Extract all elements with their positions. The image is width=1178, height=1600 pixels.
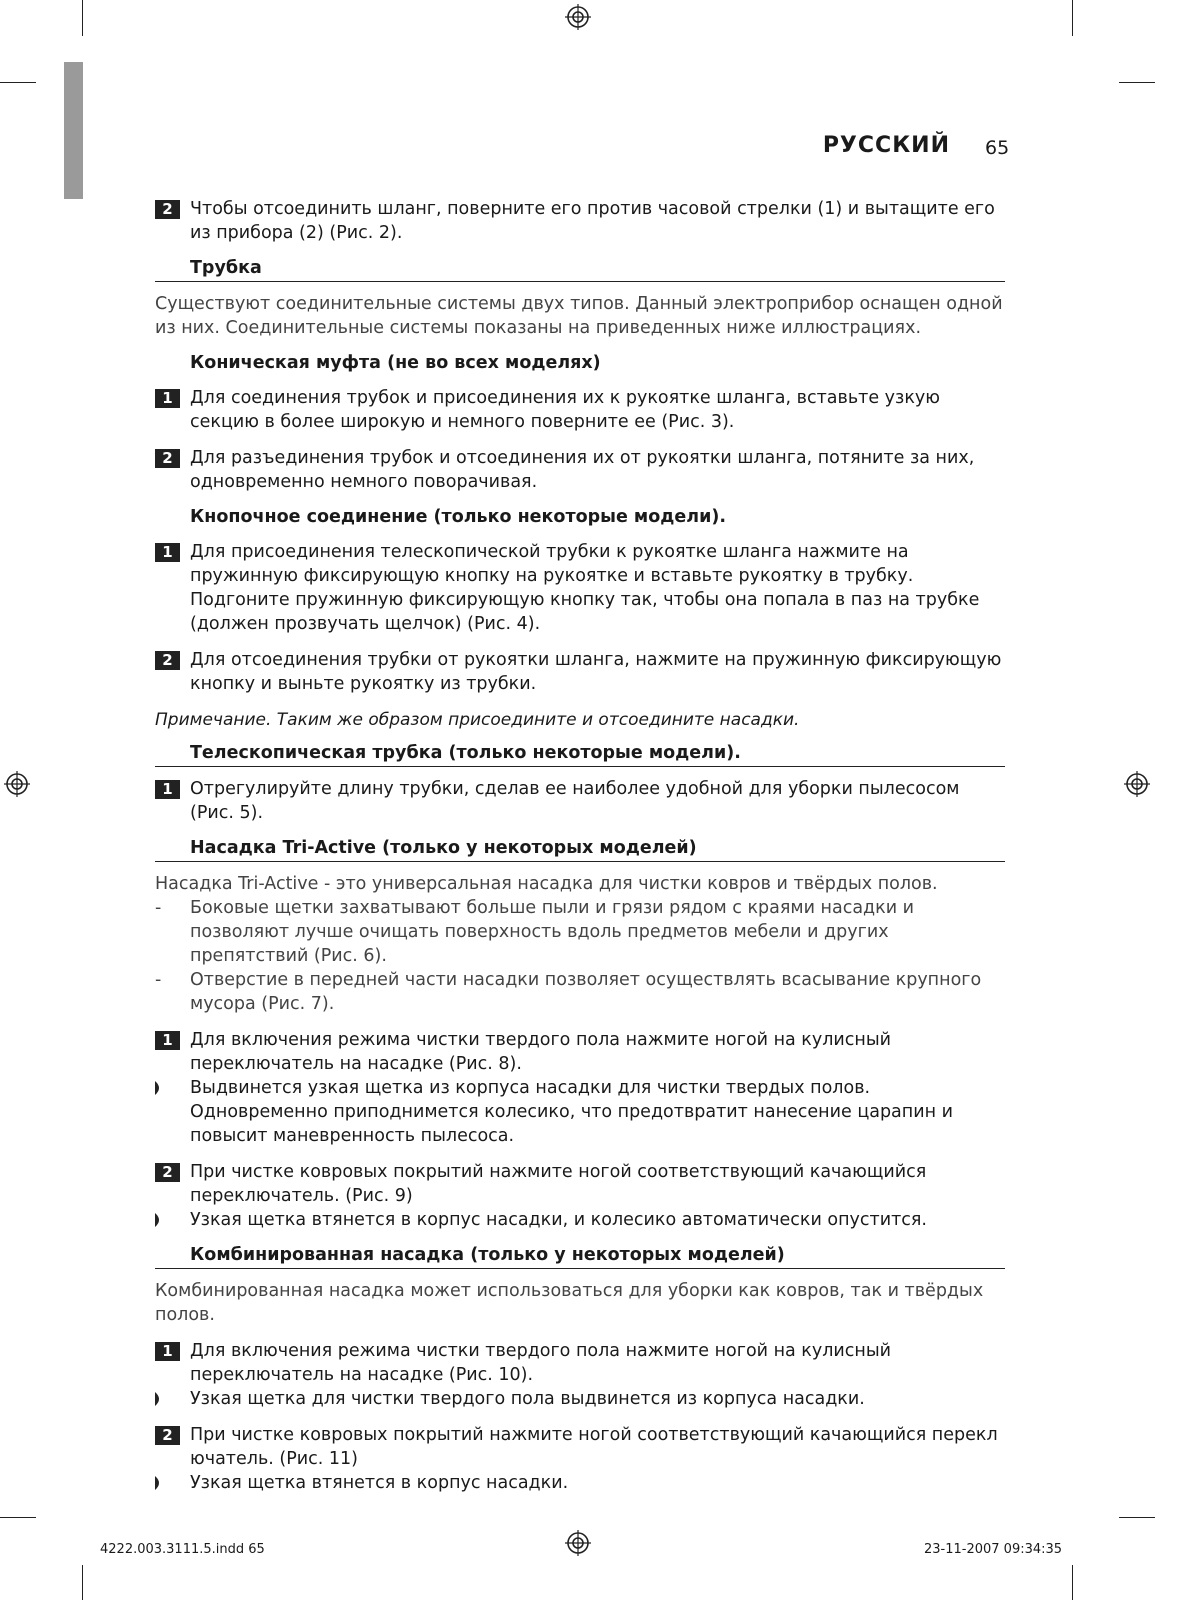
step-number-badge: 2 <box>155 1163 180 1182</box>
dash-item-text: Боковые щетки захватывают больше пыли и грязи рядом с краями насадки и позволяют лучше очищать поверхность вдоль предметов мебели и других препятствий (Рис. 6). <box>190 898 915 966</box>
section-tab-marker <box>64 62 83 199</box>
section-heading-telescopic: Телескопическая трубка (только некоторые модели). <box>155 742 1005 767</box>
instruction-step <box>155 540 1005 636</box>
result-arrow-icon <box>155 1081 163 1095</box>
result-text: Выдвинется узкая щетка из корпуса насадки для чистки твердых полов. Одновременно приподнимется колесико, что предотвратит нанесение царапин и повысит маневренность пылесоса. <box>190 1078 953 1146</box>
step-text: Чтобы отсоединить шланг, поверните его против часовой стрелки (1) и вытащите его из прибора (2) (Рис. 2). <box>190 199 995 243</box>
result-arrow-icon <box>155 1213 163 1227</box>
page-language-header: РУССКИЙ <box>822 133 950 158</box>
crop-mark <box>1119 82 1155 83</box>
instruction-step <box>155 197 1005 245</box>
instruction-step <box>155 1339 1005 1387</box>
crop-mark <box>82 1565 83 1600</box>
result-item <box>155 1471 1005 1495</box>
result-text: Узкая щетка втянется в корпус насадки. <box>190 1473 569 1493</box>
section-heading-triactive: Насадка Tri-Active (только у некоторых моделей) <box>155 837 1005 862</box>
registration-mark-icon <box>4 771 30 797</box>
result-arrow-icon <box>155 1476 163 1490</box>
step-number-badge: 1 <box>155 780 180 799</box>
step-text: При чистке ковровых покрытий нажмите ногой соответствующий качающийся перекл ючатель. (Рис. 11) <box>190 1425 998 1469</box>
print-slug-filename: 4222.003.3111.5.indd 65 <box>100 1542 265 1557</box>
step-number-badge: 2 <box>155 449 180 468</box>
dash-list-item: - Боковые щетки захватывают больше пыли и грязи рядом с краями насадки и позволяют лучше очищать поверхность вдоль предметов мебели и других препятствий (Рис. 6). <box>155 898 915 966</box>
step-number-badge: 1 <box>155 389 180 408</box>
page-number: 65 <box>985 137 1010 159</box>
step-text: Для соединения трубок и присоединения их к рукоятке шланга, вставьте узкую секцию в более широкую и немного поверните ее (Рис. 3). <box>190 388 940 432</box>
section-intro: Комбинированная насадка может использоваться для уборки как ковров, так и твёрдых полов. <box>155 1281 984 1325</box>
step-text: Для включения режима чистки твердого пола нажмите ногой на кулисный переключатель на насадке (Рис. 8). <box>190 1030 892 1074</box>
step-number-badge: 1 <box>155 1031 180 1050</box>
step-number-badge: 2 <box>155 1426 180 1445</box>
step-text: Для включения режима чистки твердого пола нажмите ногой на кулисный переключатель на насадке (Рис. 10). <box>190 1341 892 1385</box>
step-text: Для разъединения трубок и отсоединения их от рукоятки шланга, потяните за них, одновременно немного поворачивая. <box>190 448 975 492</box>
section-intro: Насадка Tri-Active - это универсальная насадка для чистки ковров и твёрдых полов. <box>155 874 938 894</box>
step-number-badge: 2 <box>155 200 180 219</box>
step-number-badge: 1 <box>155 543 180 562</box>
instruction-step <box>155 1160 1005 1208</box>
section-intro: Существуют соединительные системы двух типов. Данный электроприбор оснащен одной из них. Соединительные системы показаны на приведенных ниже иллюстрациях. <box>155 294 1003 338</box>
step-text: Для отсоединения трубки от рукоятки шланга, нажмите на пружинную фиксирующую кнопку и выньте рукоятку из трубки. <box>190 650 1002 694</box>
page-content <box>155 197 1005 1507</box>
instruction-step <box>155 648 1005 696</box>
instruction-step <box>155 1423 1005 1471</box>
result-arrow-icon <box>155 1392 163 1406</box>
registration-mark-icon <box>565 1530 591 1556</box>
result-item <box>155 1387 1005 1411</box>
note-text: Примечание. Таким же образом присоедините и отсоедините насадки. <box>155 710 800 730</box>
result-text: Узкая щетка для чистки твердого пола выдвинется из корпуса насадки. <box>190 1389 865 1409</box>
dash-list-item: - Отверстие в передней части насадки позволяет осуществлять всасывание крупного мусора (Рис. 7). <box>155 970 982 1014</box>
step-text: Для присоединения телескопической трубки к рукоятке шланга нажмите на пружинную фиксирующую кнопку на рукоятке и вставьте рукоятку в трубку. Подгоните пружинную фиксирующую кнопку так, чтобы она попала в паз на трубке (должен прозвучать щелчок) (Рис. 4). <box>190 542 980 634</box>
section-heading-tube: Трубка <box>155 257 1005 282</box>
instruction-step <box>155 446 1005 494</box>
step-text: Отрегулируйте длину трубки, сделав ее наиболее удобной для уборки пылесосом (Рис. 5). <box>190 779 960 823</box>
subsection-heading-button: Кнопочное соединение (только некоторые модели). <box>190 507 726 527</box>
step-text: При чистке ковровых покрытий нажмите ногой соответствующий качающийся переключатель. (Рис. 9) <box>190 1162 927 1206</box>
crop-mark <box>0 1517 36 1518</box>
crop-mark <box>0 82 36 83</box>
subsection-heading-conical: Коническая муфта (не во всех моделях) <box>190 353 601 373</box>
section-heading-combi: Комбинированная насадка (только у некоторых моделей) <box>155 1244 1005 1269</box>
instruction-step <box>155 386 1005 434</box>
crop-mark <box>1119 1517 1155 1518</box>
crop-mark <box>1072 1565 1073 1600</box>
instruction-step <box>155 1028 1005 1076</box>
registration-mark-icon <box>565 4 591 30</box>
step-number-badge: 1 <box>155 1342 180 1361</box>
crop-mark <box>82 0 83 36</box>
instruction-step <box>155 777 1005 825</box>
print-slug-timestamp: 23-11-2007 09:34:35 <box>924 1542 1063 1557</box>
result-text: Узкая щетка втянется в корпус насадки, и колесико автоматически опустится. <box>190 1210 927 1230</box>
step-number-badge: 2 <box>155 651 180 670</box>
result-item <box>155 1076 1005 1148</box>
registration-mark-icon <box>1124 771 1150 797</box>
dash-item-text: Отверстие в передней части насадки позволяет осуществлять всасывание крупного мусора (Рис. 7). <box>190 970 982 1014</box>
result-item <box>155 1208 1005 1232</box>
crop-mark <box>1072 0 1073 36</box>
